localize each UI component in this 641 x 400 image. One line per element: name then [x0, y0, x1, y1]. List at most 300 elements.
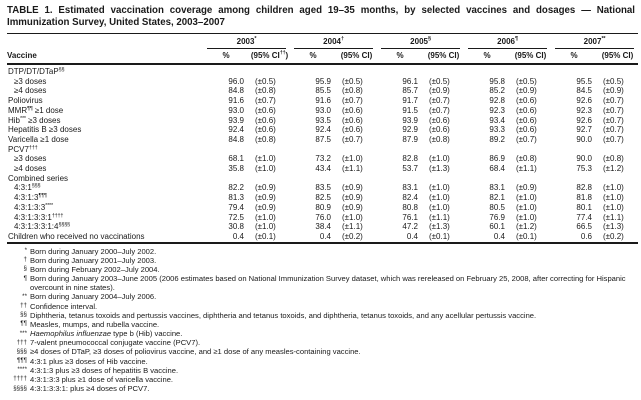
ci-value: (±0.5)	[429, 76, 450, 86]
footnote-marker: ††††	[13, 375, 27, 383]
ci-value: (±1.0)	[516, 202, 537, 212]
ci-value: (±0.6)	[516, 125, 537, 135]
ci-column-header: (95% CI††)	[249, 49, 290, 64]
ci-value: (±1.0)	[603, 183, 624, 193]
ci-value: (±0.9)	[342, 183, 363, 193]
footnote-marker-ref: ††††	[51, 212, 64, 219]
footnote-marker: ***	[19, 329, 27, 337]
footnote-text: Born during January 2003–June 2005 (2006 estimates based on National Immunization Survey dataset, which was rereleased on February 25, 2008, after correcting for Hispanic overcount in nine states).	[30, 274, 626, 293]
ci-value: (±1.3)	[603, 222, 624, 232]
footnote-marker-ref: †	[340, 36, 344, 42]
percent-value: 0.4	[319, 231, 331, 241]
ci-value: (±0.9)	[342, 193, 363, 203]
ci-value: (±1.0)	[255, 164, 276, 174]
table-row	[7, 96, 638, 106]
row-label: MMR¶¶ ≥1 dose	[8, 105, 64, 115]
percent-value: 93.0	[315, 105, 331, 115]
ci-value: (±0.8)	[429, 134, 450, 144]
footnote	[9, 247, 633, 256]
table-row	[7, 116, 638, 126]
ci-value: (±0.6)	[516, 105, 537, 115]
ci-value	[336, 174, 377, 184]
footnote-text: Born during February 2002–July 2004.	[30, 264, 160, 274]
row-label: Poliovirus	[8, 96, 43, 106]
ci-value: (±1.0)	[603, 193, 624, 203]
footnote-text: Born during January 2000–July 2002.	[30, 246, 157, 256]
ci-value: (±0.2)	[342, 231, 363, 241]
ci-value: (±1.0)	[429, 154, 450, 164]
percent-value: 35.8	[228, 164, 244, 174]
ci-value: (±0.9)	[255, 193, 276, 203]
percent-value: 92.7	[576, 125, 592, 135]
ci-value: (±1.0)	[255, 222, 276, 232]
percent-value: 92.6	[576, 115, 592, 125]
percent-value: 79.4	[228, 202, 244, 212]
year-header-2005	[377, 34, 464, 50]
footnote-marker: ****	[17, 366, 27, 374]
table-row	[7, 64, 638, 77]
row-label: ≥4 doses	[14, 86, 47, 96]
ci-value: (±1.0)	[603, 202, 624, 212]
percent-value: 83.1	[402, 183, 418, 193]
percent-value: 93.9	[228, 115, 244, 125]
footnote	[9, 292, 633, 301]
footnote-marker: §§§§	[13, 384, 27, 392]
ci-value: (±0.6)	[516, 115, 537, 125]
ci-value: (±0.8)	[342, 86, 363, 96]
ci-value: (±0.7)	[603, 125, 624, 135]
ci-value: (±1.0)	[429, 193, 450, 203]
percent-value: 82.8	[402, 154, 418, 164]
row-label: ≥4 doses	[14, 164, 47, 174]
ci-value: (±1.0)	[516, 193, 537, 203]
percent-value: 91.5	[402, 105, 418, 115]
percent-value	[203, 174, 249, 184]
percent-value: 87.5	[315, 134, 331, 144]
ci-value: (±0.5)	[516, 76, 537, 86]
footnote-marker-ref: §§	[58, 67, 65, 73]
percent-value: 0.4	[406, 231, 418, 241]
footnote-marker: †††	[16, 338, 27, 346]
footnote-marker-ref: §§§	[31, 183, 41, 190]
ci-value: (±1.3)	[429, 222, 450, 232]
percent-value: 90.0	[576, 134, 592, 144]
footnote-text: Diphtheria, tetanus toxoids and pertussis vaccines, diphtheria and tetanus toxoids, and diphtheria, tetanus toxoids, and any acellular pertussis vaccine.	[30, 310, 537, 320]
percent-value: 95.8	[489, 76, 505, 86]
footnote	[9, 256, 633, 265]
ci-value: (±1.1)	[429, 212, 450, 222]
table-row	[7, 77, 638, 87]
percent-column-header: %	[203, 49, 249, 64]
row-label: Combined series	[8, 173, 69, 183]
ci-value: (±0.7)	[342, 134, 363, 144]
row-label: ≥3 doses	[14, 154, 47, 164]
footnote-marker: †	[23, 256, 27, 264]
percent-value: 38.4	[315, 222, 331, 232]
footnote-text: 7-valent pneumococcal conjugate vaccine (PCV7).	[30, 338, 201, 348]
percent-value: 43.4	[315, 164, 331, 174]
percent-value: 68.1	[228, 154, 244, 164]
percent-value: 91.6	[315, 96, 331, 106]
row-label: Varicella ≥1 dose	[8, 134, 69, 144]
row-label: PCV7†††	[8, 144, 38, 154]
ci-value: (±0.7)	[603, 115, 624, 125]
percent-value: 95.5	[576, 76, 592, 86]
table-row	[7, 86, 638, 96]
table-head	[7, 34, 638, 65]
ci-value: (±0.8)	[516, 154, 537, 164]
percent-value: 82.8	[576, 183, 592, 193]
year-header-2003	[203, 34, 290, 50]
ci-value: (±0.9)	[255, 202, 276, 212]
percent-value: 81.8	[576, 193, 592, 203]
ci-value	[597, 145, 638, 155]
percent-value	[290, 145, 336, 155]
ci-value: (±0.6)	[255, 125, 276, 135]
footnote-marker-ref: §§§§	[58, 222, 70, 229]
footnote-text: 4:3:1:3 plus ≥3 doses of hepatitis B vaccine.	[30, 365, 179, 375]
year-label: 2003*	[207, 36, 286, 49]
percent-value: 85.7	[402, 86, 418, 96]
ci-value: (±0.1)	[429, 231, 450, 241]
percent-value	[290, 174, 336, 184]
footnote-text: Measles, mumps, and rubella vaccine.	[30, 319, 160, 329]
percent-value	[203, 64, 249, 77]
percent-value: 90.0	[576, 154, 592, 164]
year-label: 2005§	[381, 36, 460, 49]
ci-value: (±1.0)	[342, 212, 363, 222]
ci-value	[510, 174, 551, 184]
footnote-text: Confidence interval.	[30, 301, 98, 311]
percent-value: 93.4	[489, 115, 505, 125]
percent-value: 53.7	[402, 164, 418, 174]
ci-value: (±1.3)	[429, 164, 450, 174]
footnote	[9, 302, 633, 311]
percent-value	[464, 64, 510, 77]
footnote-marker-ref: ¶¶	[27, 105, 33, 112]
percent-value: 93.9	[402, 115, 418, 125]
percent-value: 47.2	[402, 222, 418, 232]
percent-value: 30.8	[228, 222, 244, 232]
footnote	[9, 274, 633, 292]
percent-value: 93.0	[228, 105, 244, 115]
table-row	[7, 174, 638, 184]
ci-column-header: (95% CI)	[510, 49, 551, 64]
table-row	[7, 203, 638, 213]
percent-value: 89.2	[489, 134, 505, 144]
percent-value	[551, 174, 597, 184]
table-row	[7, 154, 638, 164]
footnote-marker-ref: ****	[45, 202, 53, 209]
year-header-2006	[464, 34, 551, 50]
footnote-text: ≥4 doses of DTaP, ≥3 doses of poliovirus vaccine, and ≥1 dose of any measles-containing vaccine.	[30, 347, 361, 357]
percent-value: 95.9	[315, 76, 331, 86]
ci-value	[249, 174, 290, 184]
ci-value: (±0.7)	[429, 105, 450, 115]
footnote-marker: §	[23, 265, 27, 273]
footnote-text: Born during January 2001–July 2003.	[30, 255, 157, 265]
footnote-marker: ¶¶¶	[17, 357, 27, 365]
footnote-marker-ref: ¶¶¶	[38, 193, 47, 200]
row-label: Hepatitis B ≥3 doses	[8, 125, 82, 135]
percent-value: 96.0	[228, 76, 244, 86]
ci-value: (±0.5)	[255, 76, 276, 86]
percent-value	[377, 174, 423, 184]
footnote-marker-ref: ††	[279, 50, 286, 56]
ci-value: (±1.0)	[342, 154, 363, 164]
footnote	[9, 265, 633, 274]
ci-value: (±0.1)	[516, 231, 537, 241]
table-row	[7, 183, 638, 193]
percent-value: 92.6	[576, 96, 592, 106]
ci-value: (±1.2)	[516, 222, 537, 232]
percent-column-header: %	[551, 49, 597, 64]
ci-value: (±1.1)	[342, 222, 363, 232]
percent-value: 80.8	[402, 202, 418, 212]
table-row	[7, 232, 638, 243]
percent-value: 84.8	[228, 86, 244, 96]
table-row	[7, 193, 638, 203]
ci-value: (±0.5)	[603, 76, 624, 86]
percent-value: 83.5	[315, 183, 331, 193]
ci-value: (±0.8)	[255, 86, 276, 96]
percent-value: 93.5	[315, 115, 331, 125]
percent-value: 92.3	[576, 105, 592, 115]
ci-value: (±1.0)	[429, 202, 450, 212]
table-row	[7, 164, 638, 174]
footnote-marker-ref: **	[601, 36, 606, 42]
ci-value: (±0.9)	[603, 86, 624, 96]
footnote	[9, 375, 633, 384]
vaccine-column-header: Vaccine	[7, 49, 203, 64]
ci-value: (±0.9)	[516, 183, 537, 193]
ci-value	[423, 145, 464, 155]
ci-value: (±0.7)	[603, 134, 624, 144]
percent-value: 72.5	[228, 212, 244, 222]
ci-value: (±0.7)	[342, 96, 363, 106]
ci-value: (±1.1)	[516, 164, 537, 174]
percent-value: 85.2	[489, 86, 505, 96]
ci-value: (±0.7)	[516, 134, 537, 144]
footnote-marker-ref: ***	[20, 115, 26, 122]
percent-column-header: %	[464, 49, 510, 64]
percent-value: 68.4	[489, 164, 505, 174]
ci-value: (±0.7)	[603, 105, 624, 115]
row-label: ≥3 doses	[14, 76, 47, 86]
ci-value: (±0.6)	[342, 125, 363, 135]
percent-value: 0.4	[232, 231, 244, 241]
table-row	[7, 213, 638, 223]
percent-value	[464, 145, 510, 155]
percent-value: 86.9	[489, 154, 505, 164]
vaccination-coverage-table	[7, 33, 638, 244]
percent-value: 81.3	[228, 193, 244, 203]
footnote-marker: ††	[20, 302, 27, 310]
row-label: Children who received no vaccinations	[8, 231, 145, 241]
percent-value: 92.9	[402, 125, 418, 135]
vaccine-col-spacer	[7, 34, 203, 50]
percent-value	[551, 145, 597, 155]
ci-value: (±0.9)	[255, 183, 276, 193]
percent-value: 66.5	[576, 222, 592, 232]
percent-value: 76.0	[315, 212, 331, 222]
percent-value: 77.4	[576, 212, 592, 222]
ci-value: (±1.2)	[603, 164, 624, 174]
ci-value: (±0.6)	[255, 115, 276, 125]
footnote-marker-ref: †††	[28, 144, 38, 151]
percent-value: 73.2	[315, 154, 331, 164]
ci-value: (±0.7)	[255, 96, 276, 106]
percent-value	[290, 64, 336, 77]
ci-column-header: (95% CI)	[597, 49, 638, 64]
percent-value: 92.8	[489, 96, 505, 106]
ci-value: (±0.6)	[429, 115, 450, 125]
ci-value	[510, 145, 551, 155]
footnote-text: Born during January 2004–July 2006.	[30, 292, 157, 302]
year-header-2007	[551, 34, 638, 50]
percent-value: 82.1	[489, 193, 505, 203]
percent-value: 84.5	[576, 86, 592, 96]
ci-value	[510, 64, 551, 77]
percent-value: 92.4	[228, 125, 244, 135]
percent-value: 84.8	[228, 134, 244, 144]
ci-value: (±1.0)	[429, 183, 450, 193]
footnote-marker: §§§	[16, 347, 27, 355]
row-label: 4:3:1:3:3:1:4§§§§	[14, 222, 70, 232]
row-label: Hib*** ≥3 doses	[8, 115, 61, 125]
table-row	[7, 106, 638, 116]
column-header-row	[7, 49, 638, 64]
ci-value: (±0.6)	[342, 105, 363, 115]
ci-value	[249, 145, 290, 155]
percent-value	[203, 145, 249, 155]
row-label: DTP/DT/DTaP§§	[8, 67, 65, 76]
ci-value: (±0.8)	[603, 154, 624, 164]
footnote-marker-ref: ¶	[514, 36, 518, 42]
ci-value: (±1.1)	[342, 164, 363, 174]
ci-value: (±1.0)	[255, 212, 276, 222]
percent-value: 80.5	[489, 202, 505, 212]
year-label: 2004†	[294, 36, 373, 49]
percent-value: 75.3	[576, 164, 592, 174]
ci-value	[597, 64, 638, 77]
footnote-marker: ¶	[23, 274, 27, 282]
footnote-marker: ¶¶	[20, 320, 27, 328]
row-label: 4:3:1§§§	[14, 183, 41, 193]
footnote-marker-ref: §	[427, 36, 431, 42]
ci-value	[597, 174, 638, 184]
percent-value: 83.1	[489, 183, 505, 193]
ci-value	[336, 64, 377, 77]
table-body	[7, 64, 638, 243]
ci-value: (±0.6)	[429, 125, 450, 135]
year-label: 2006¶	[468, 36, 547, 49]
percent-column-header: %	[290, 49, 336, 64]
percent-value	[377, 64, 423, 77]
ci-value: (±0.1)	[255, 231, 276, 241]
table-row	[7, 222, 638, 232]
ci-value	[423, 174, 464, 184]
footnote	[9, 311, 633, 320]
percent-value: 76.1	[402, 212, 418, 222]
footnote-text: 4:3:1:3:3 plus ≥1 dose of varicella vaccine.	[30, 374, 174, 384]
table-row	[7, 145, 638, 155]
percent-value: 60.1	[489, 222, 505, 232]
ci-column-header: (95% CI)	[336, 49, 377, 64]
percent-value	[464, 174, 510, 184]
ci-value	[423, 64, 464, 77]
percent-value: 96.1	[402, 76, 418, 86]
footnote-text: 4:3:1:3:3:1: plus ≥4 doses of PCV7.	[30, 384, 150, 393]
percent-value: 93.3	[489, 125, 505, 135]
footnote	[9, 366, 633, 375]
ci-value: (±0.6)	[255, 105, 276, 115]
ci-value: (±0.7)	[603, 96, 624, 106]
ci-value: (±0.6)	[516, 96, 537, 106]
percent-value: 85.5	[315, 86, 331, 96]
percent-value: 82.5	[315, 193, 331, 203]
row-label: 4:3:1:3:3****	[14, 202, 53, 212]
percent-value: 82.2	[228, 183, 244, 193]
percent-value: 92.3	[489, 105, 505, 115]
footnote	[9, 347, 633, 356]
table-row	[7, 125, 638, 135]
year-label: 2007**	[555, 36, 634, 49]
footnote	[9, 320, 633, 329]
footnotes	[9, 247, 633, 394]
row-label: 4:3:1:3¶¶¶	[14, 193, 47, 203]
percent-value: 92.4	[315, 125, 331, 135]
footnote-marker: *	[24, 247, 27, 255]
percent-value: 82.4	[402, 193, 418, 203]
ci-value	[336, 145, 377, 155]
percent-value	[377, 145, 423, 155]
ci-value: (±1.0)	[516, 212, 537, 222]
ci-value: (±0.6)	[342, 115, 363, 125]
footnote-marker: **	[22, 292, 27, 300]
footnote-marker: §§	[20, 311, 27, 319]
footnote	[9, 338, 633, 347]
ci-value: (±0.5)	[342, 76, 363, 86]
year-header-2004	[290, 34, 377, 50]
footnote-text: 4:3:1 plus ≥3 doses of Hib vaccine.	[30, 356, 148, 366]
ci-value: (±0.9)	[429, 86, 450, 96]
percent-value: 76.9	[489, 212, 505, 222]
ci-value: (±0.7)	[429, 96, 450, 106]
percent-column-header: %	[377, 49, 423, 64]
percent-value	[551, 64, 597, 77]
ci-value: (±0.8)	[255, 134, 276, 144]
table-row	[7, 135, 638, 145]
footnote-marker-ref: *	[254, 36, 257, 42]
footnote	[9, 357, 633, 366]
ci-value: (±0.9)	[342, 202, 363, 212]
ci-value: (±1.1)	[603, 212, 624, 222]
footnote-text: Haemophilus influenzae type b (Hib) vaccine.	[30, 329, 183, 339]
row-label: 4:3:1:3:3:1††††	[14, 212, 64, 222]
table-title: TABLE 1. Estimated vaccination coverage among children aged 19–35 months, by selected vaccines and dosages — National Immunization Survey, United States, 2003–2007	[7, 5, 635, 28]
percent-value: 87.9	[402, 134, 418, 144]
percent-value: 0.4	[493, 231, 505, 241]
percent-value: 0.6	[580, 231, 592, 241]
year-header-row	[7, 34, 638, 50]
footnote	[9, 329, 633, 338]
percent-value: 80.9	[315, 202, 331, 212]
percent-value: 91.7	[402, 96, 418, 106]
ci-value: (±0.9)	[516, 86, 537, 96]
ci-value: (±1.0)	[255, 154, 276, 164]
ci-column-header: (95% CI)	[423, 49, 464, 64]
